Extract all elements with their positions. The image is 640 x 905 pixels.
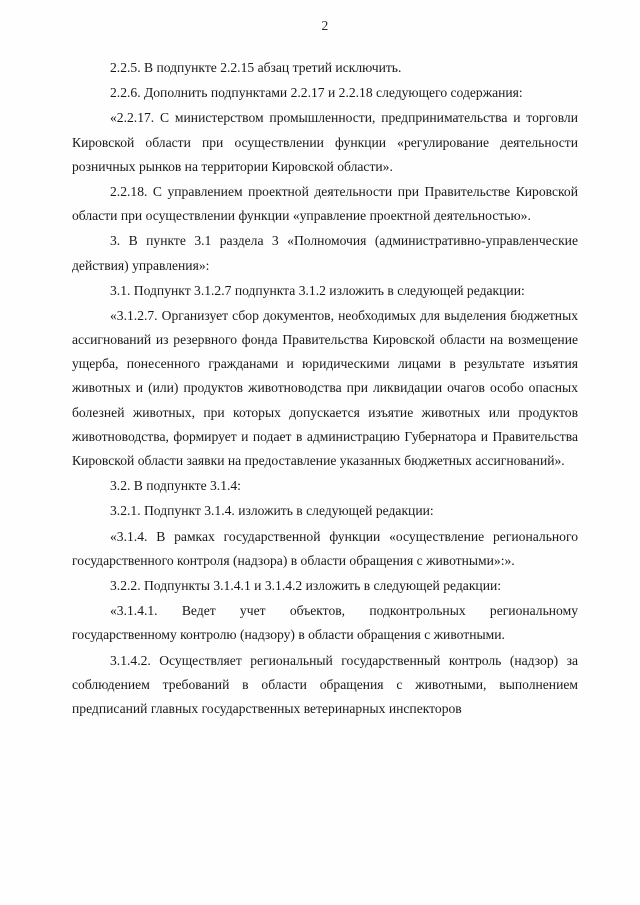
paragraph: 3.2.1. Подпункт 3.1.4. изложить в следующей редакции:: [110, 503, 434, 519]
paragraph: 3.1. Подпункт 3.1.2.7 подпункта 3.1.2 изложить в следующей редакции:: [110, 282, 525, 298]
paragraph: 3. В пункте 3.1 раздела 3 «Полномочия (административно-управленческие действия) управления»:: [72, 233, 578, 273]
paragraph: 2.2.5. В подпункте 2.2.15 абзац третий исключить.: [110, 60, 402, 75]
paragraph: 2.2.6. Дополнить подпунктами 2.2.17 и 2.2.18 следующего содержания:: [110, 85, 523, 101]
paragraph: «2.2.17. С министерством промышленности, предпринимательства и торговли Кировской области при осуществлении функции «регулирование деятельности розничных рынков на территории Кировской области».: [72, 110, 578, 174]
paragraph: «3.1.4.1. Ведет учет объектов, подконтрольных региональному государственному контролю (надзору) в области обращения с животными.: [72, 603, 578, 643]
paragraph: «3.1.4. В рамках государственной функции «осуществление регионального государственного контроля (надзора) в области обращения с животными»:».: [72, 528, 578, 568]
paragraph: 3.2.2. Подпункты 3.1.4.1 и 3.1.4.2 изложить в следующей редакции:: [110, 577, 502, 593]
page-number: 2: [321, 18, 329, 33]
paragraph: 3.2. В подпункте 3.1.4:: [110, 478, 241, 494]
paragraph: 3.1.4.2. Осуществляет региональный государственный контроль (надзор) за соблюдением требований в области обращения с животными, выполнением предписаний главных государственных ветеринарных инспекторов: [72, 652, 578, 716]
paragraph: 2.2.18. С управлением проектной деятельности при Правительстве Кировской области при осуществлении функции «управление проектной деятельностью».: [72, 183, 578, 224]
document-body: [72, 56, 578, 721]
paragraph: «3.1.2.7. Организует сбор документов, необходимых для выделения бюджетных ассигнований из резервного фонда Правительства Кировской области на возмещение ущерба, понесенного гражданами и юридическими лицами в результате изъятия животных и (или) продуктов животноводства при ликвидации очагов особо опасных болезней животных, при которых допускается изъятие животных или продуктов животноводства, формирует и подает в администрацию Губернатора и Правительства Кировской области заявки на предоставление указанных бюджетных ассигнований».: [72, 307, 578, 468]
